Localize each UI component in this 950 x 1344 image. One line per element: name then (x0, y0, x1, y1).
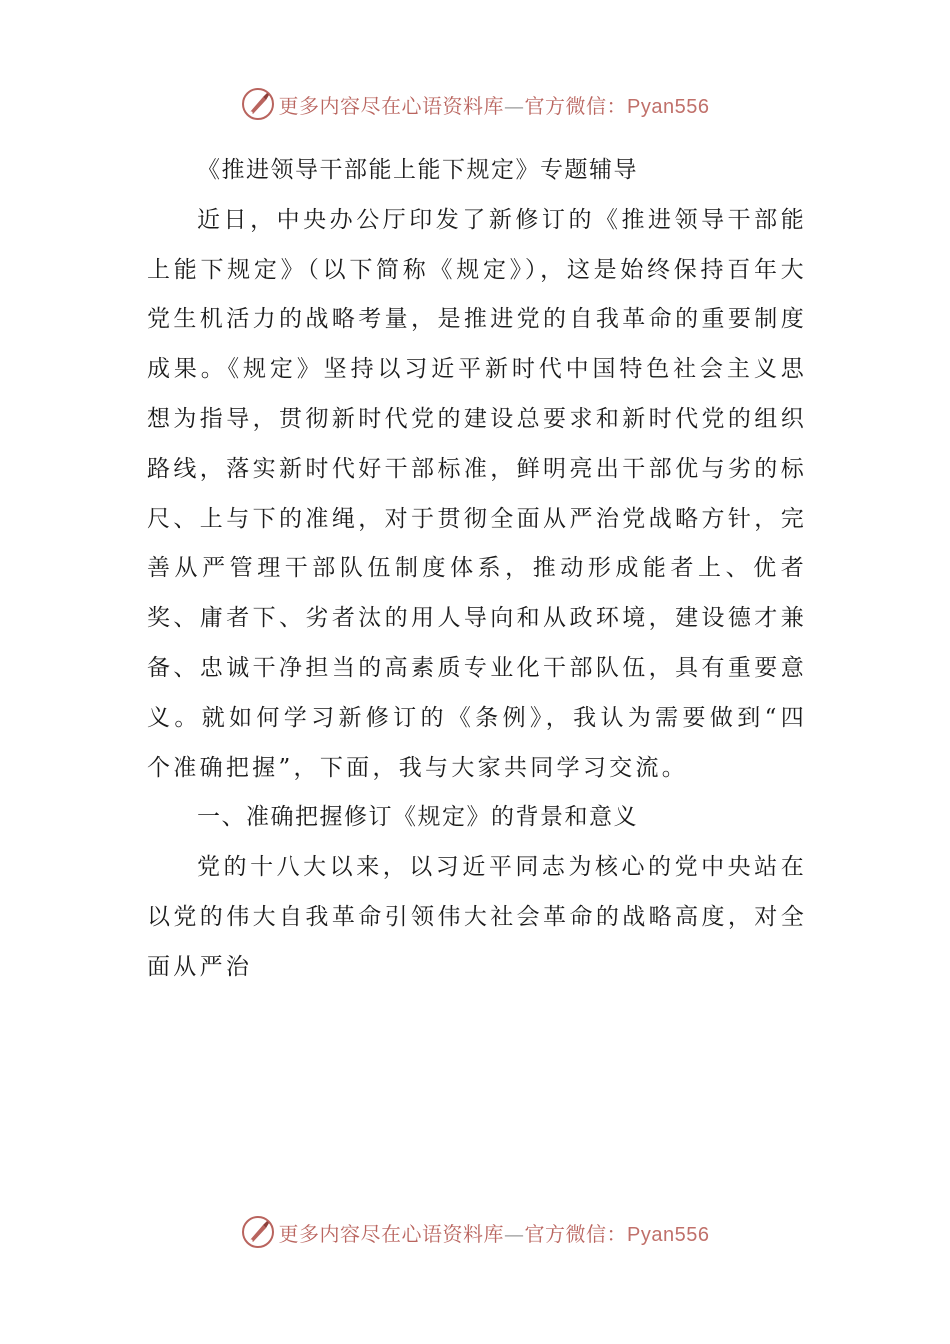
watermark-label: 官方微信： (524, 1221, 628, 1246)
watermark-site: 更多内容尽在心语资料库 (278, 1221, 505, 1246)
header-watermark (0, 84, 950, 124)
watermark-dash: — (504, 93, 525, 118)
section-paragraph: 党的十八大以来，以习近平同志为核心的党中央站在以党的伟大自我革命引领伟大社会革命的战略高度，对全面从严治 (147, 854, 807, 980)
document-title: 《推进领导干部能上能下规定》专题辅导 (197, 157, 638, 183)
footer-watermark (0, 1212, 950, 1252)
watermark-label: 官方微信： (524, 93, 628, 118)
watermark-wechat-id: Pyan556 (627, 95, 710, 118)
pen-seal-logo-icon (241, 1215, 275, 1249)
pen-seal-logo-icon (241, 87, 275, 121)
watermark-wechat-id: Pyan556 (627, 1223, 710, 1246)
watermark-site: 更多内容尽在心语资料库 (278, 93, 505, 118)
watermark-text (279, 90, 710, 119)
watermark-text (279, 1218, 710, 1247)
intro-paragraph: 近日，中央办公厅印发了新修订的《推进领导干部能上能下规定》（以下简称《规定》），这是始终保持百年大党生机活力的战略考量，是推进党的自我革命的重要制度成果。《规定》坚持以习近平新时代中国特色社会主义思想为指导，贯彻新时代党的建设总要求和新时代党的组织路线，落实新时代好干部标准，鲜明亮出干部优与劣的标尺、上与下的准绳，对于贯彻全面从严治党战略方针，完善从严管理干部队伍制度体系，推动形成能者上、优者奖、庸者下、劣者汰的用人导向和从政环境，建设德才兼备、忠诚干净担当的高素质专业化干部队伍，具有重要意义。就如何学习新修订的《条例》，我认为需要做到“四个准确把握”，下面，我与大家共同学习交流。 (147, 206, 807, 781)
watermark-dash: — (504, 1221, 525, 1246)
document-body (147, 146, 807, 993)
section-heading: 一、准确把握修订《规定》的背景和意义 (197, 804, 638, 831)
